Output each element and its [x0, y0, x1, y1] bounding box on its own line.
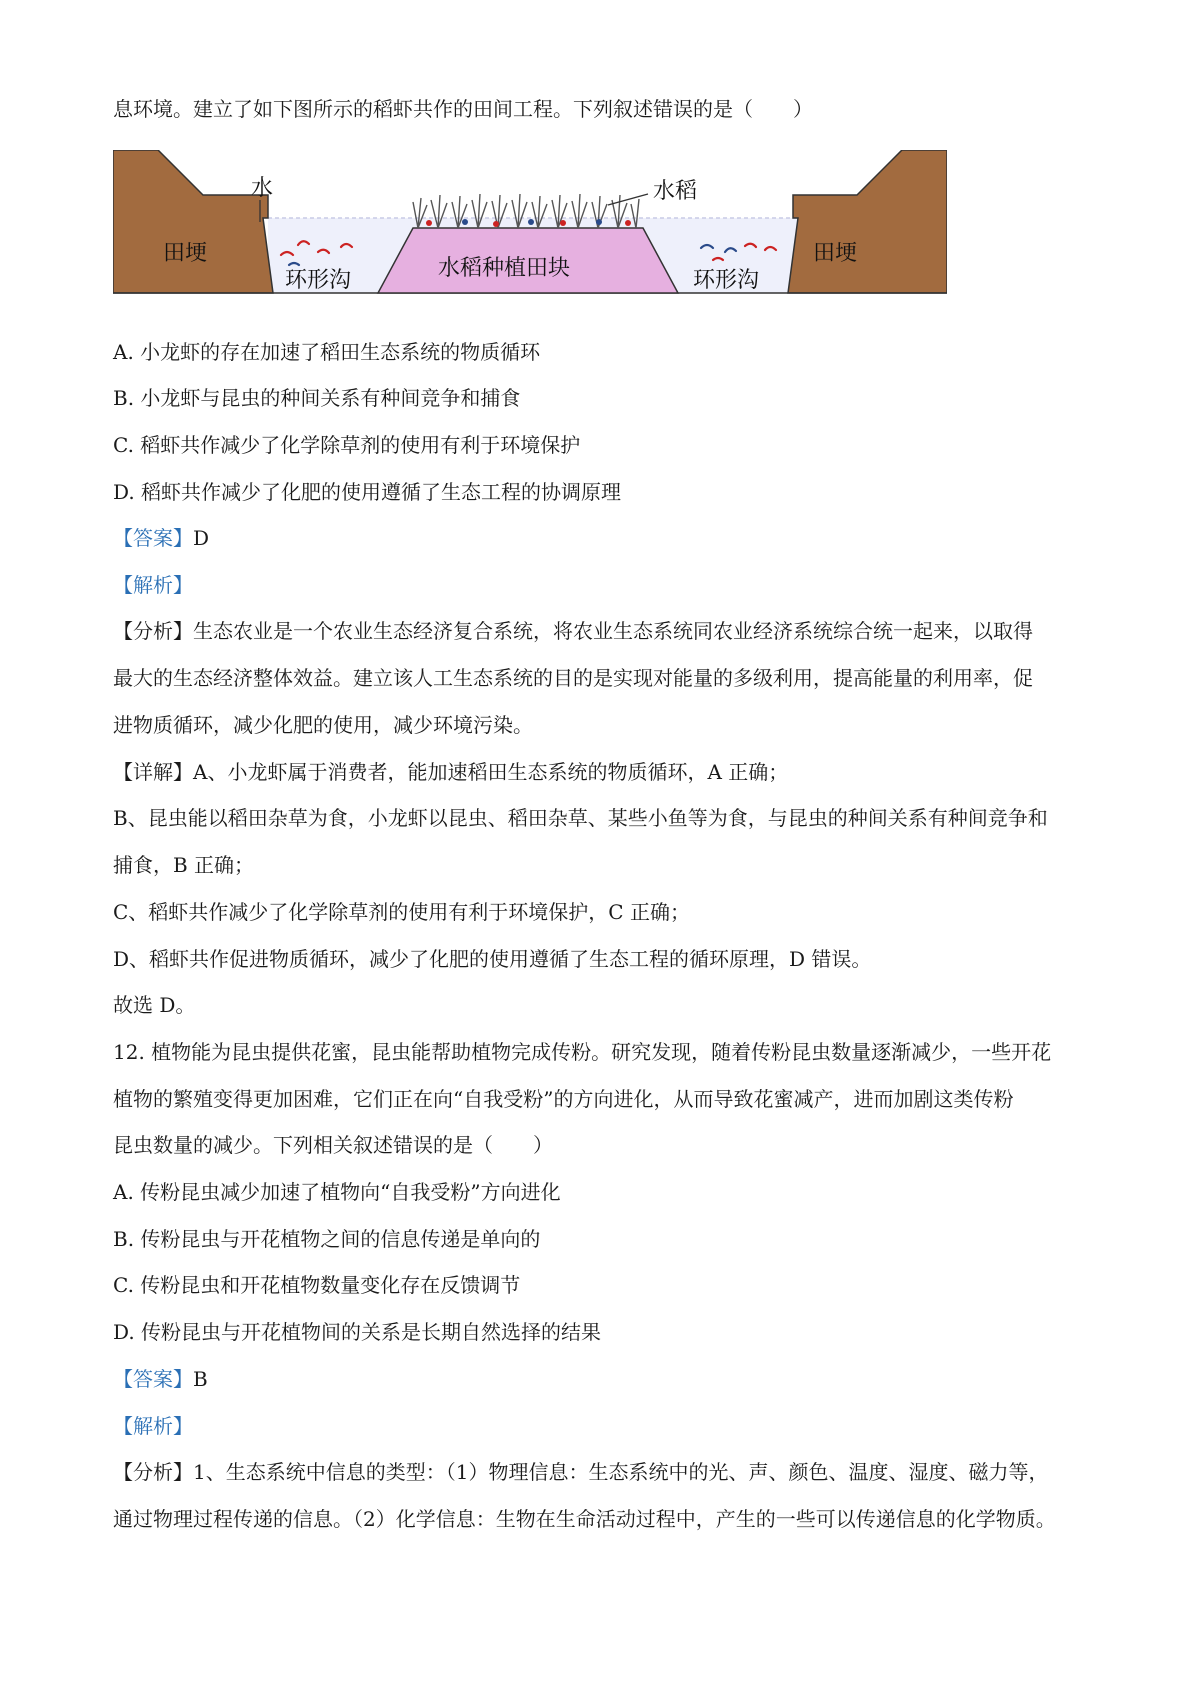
q12-stem-line-3: 昆虫数量的减少。下列相关叙述错误的是（ ）	[113, 1133, 553, 1157]
q12-option-a: A. 传粉昆虫减少加速了植物向“自我受粉”方向进化	[113, 1180, 561, 1204]
q12-answer	[113, 1365, 1103, 1393]
answer-value: D	[193, 526, 210, 550]
q11-option-c: C. 稻虾共作减少了化学除草剂的使用有利于环境保护	[113, 433, 581, 457]
q11-xiangjie-line-2: B、昆虫能以稻田杂草为食，小龙虾以昆虫、稻田杂草、某些小鱼等为食，与昆虫的种间关系有种间竞争和	[113, 806, 1048, 830]
field-ridge-left	[113, 150, 273, 293]
q11-option-d: D. 稻虾共作减少了化肥的使用遵循了生态工程的协调原理	[113, 480, 622, 504]
label-rice-plot: 水稻种植田块	[438, 256, 571, 281]
q12-fenxi-line-1	[113, 1458, 1103, 1486]
q12-stem-line-2: 植物的繁殖变得更加困难，它们正在向“自我受粉”的方向进化，从而导致花蜜减产，进而加剧这类传粉	[113, 1087, 1014, 1111]
answer-tag: 【答案】	[113, 526, 193, 550]
fenxi-text: 生态农业是一个农业生态经济复合系统，将农业生态系统同农业经济系统综合统一起来，以取得	[193, 619, 1033, 643]
label-field-ridge-left: 田埂	[163, 241, 208, 266]
label-rice: 水稻	[653, 179, 698, 204]
q12-option-c: C. 传粉昆虫和开花植物数量变化存在反馈调节	[113, 1273, 521, 1297]
q11-option-b: B. 小龙虾与昆虫的种间关系有种间竞争和捕食	[113, 386, 521, 410]
q11-fenxi-line-3: 进物质循环，减少化肥的使用，减少环境污染。	[113, 713, 533, 737]
q12-option-b: B. 传粉昆虫与开花植物之间的信息传递是单向的	[113, 1227, 541, 1251]
answer-tag: 【答案】	[113, 1367, 193, 1391]
label-water: 水	[251, 176, 274, 201]
q11-option-a: A. 小龙虾的存在加速了稻田生态系统的物质循环	[113, 340, 541, 364]
q11-fenxi-line-2: 最大的生态经济整体效益。建立该人工生态系统的目的是实现对能量的多级利用，提高能量的利用率，促	[113, 666, 1033, 690]
xiangjie-tag: 【详解】	[113, 760, 193, 784]
q11-xiangjie-line-3: 捕食，B 正确；	[113, 853, 255, 877]
label-field-ridge-right: 田埂	[813, 241, 858, 266]
q11-stem-tail: 息环境。建立了如下图所示的稻虾共作的田间工程。下列叙述错误的是（ ）	[113, 97, 813, 121]
field-ridge-right	[788, 150, 947, 293]
q12-option-d: D. 传粉昆虫与开花植物间的关系是长期自然选择的结果	[113, 1320, 602, 1344]
xiangjie-text: A、小龙虾属于消费者，能加速稻田生态系统的物质循环，A 正确；	[193, 760, 789, 784]
rice-leader-line	[608, 194, 648, 205]
label-ditch-left: 环形沟	[285, 268, 352, 293]
q11-xiangjie-line-4: C、稻虾共作减少了化学除草剂的使用有利于环境保护，C 正确；	[113, 900, 690, 924]
rice-shrimp-diagram	[113, 150, 947, 300]
q11-answer	[113, 524, 1103, 552]
q12-stem-line-1: 12. 植物能为昆虫提供花蜜，昆虫能帮助植物完成传粉。研究发现，随着传粉昆虫数量逐渐减少，一些开花	[113, 1040, 1052, 1064]
q12-analysis-tag: 【解析】	[113, 1414, 193, 1438]
answer-value: B	[193, 1367, 208, 1391]
fenxi-text: 1、生态系统中信息的类型：（1）物理信息：生态系统中的光、声、颜色、温度、湿度、磁力等，	[193, 1460, 1049, 1484]
rice-shrimp-figure	[113, 150, 947, 304]
q12-fenxi-line-2: 通过物理过程传递的信息。（2）化学信息：生物在生命活动过程中，产生的一些可以传递信息的化学物质。	[113, 1507, 1056, 1531]
fenxi-tag: 【分析】	[113, 619, 193, 643]
label-ditch-right: 环形沟	[693, 268, 760, 293]
q11-xiangjie-line-6: 故选 D。	[113, 993, 196, 1017]
fenxi-tag: 【分析】	[113, 1460, 193, 1484]
q11-fenxi-line-1	[113, 617, 1103, 645]
q11-xiangjie-line-5: D、稻虾共作促进物质循环，减少了化肥的使用遵循了生态工程的循环原理，D 错误。	[113, 947, 872, 971]
q11-xiangjie-line-1	[113, 758, 1103, 786]
q11-analysis-tag: 【解析】	[113, 573, 193, 597]
